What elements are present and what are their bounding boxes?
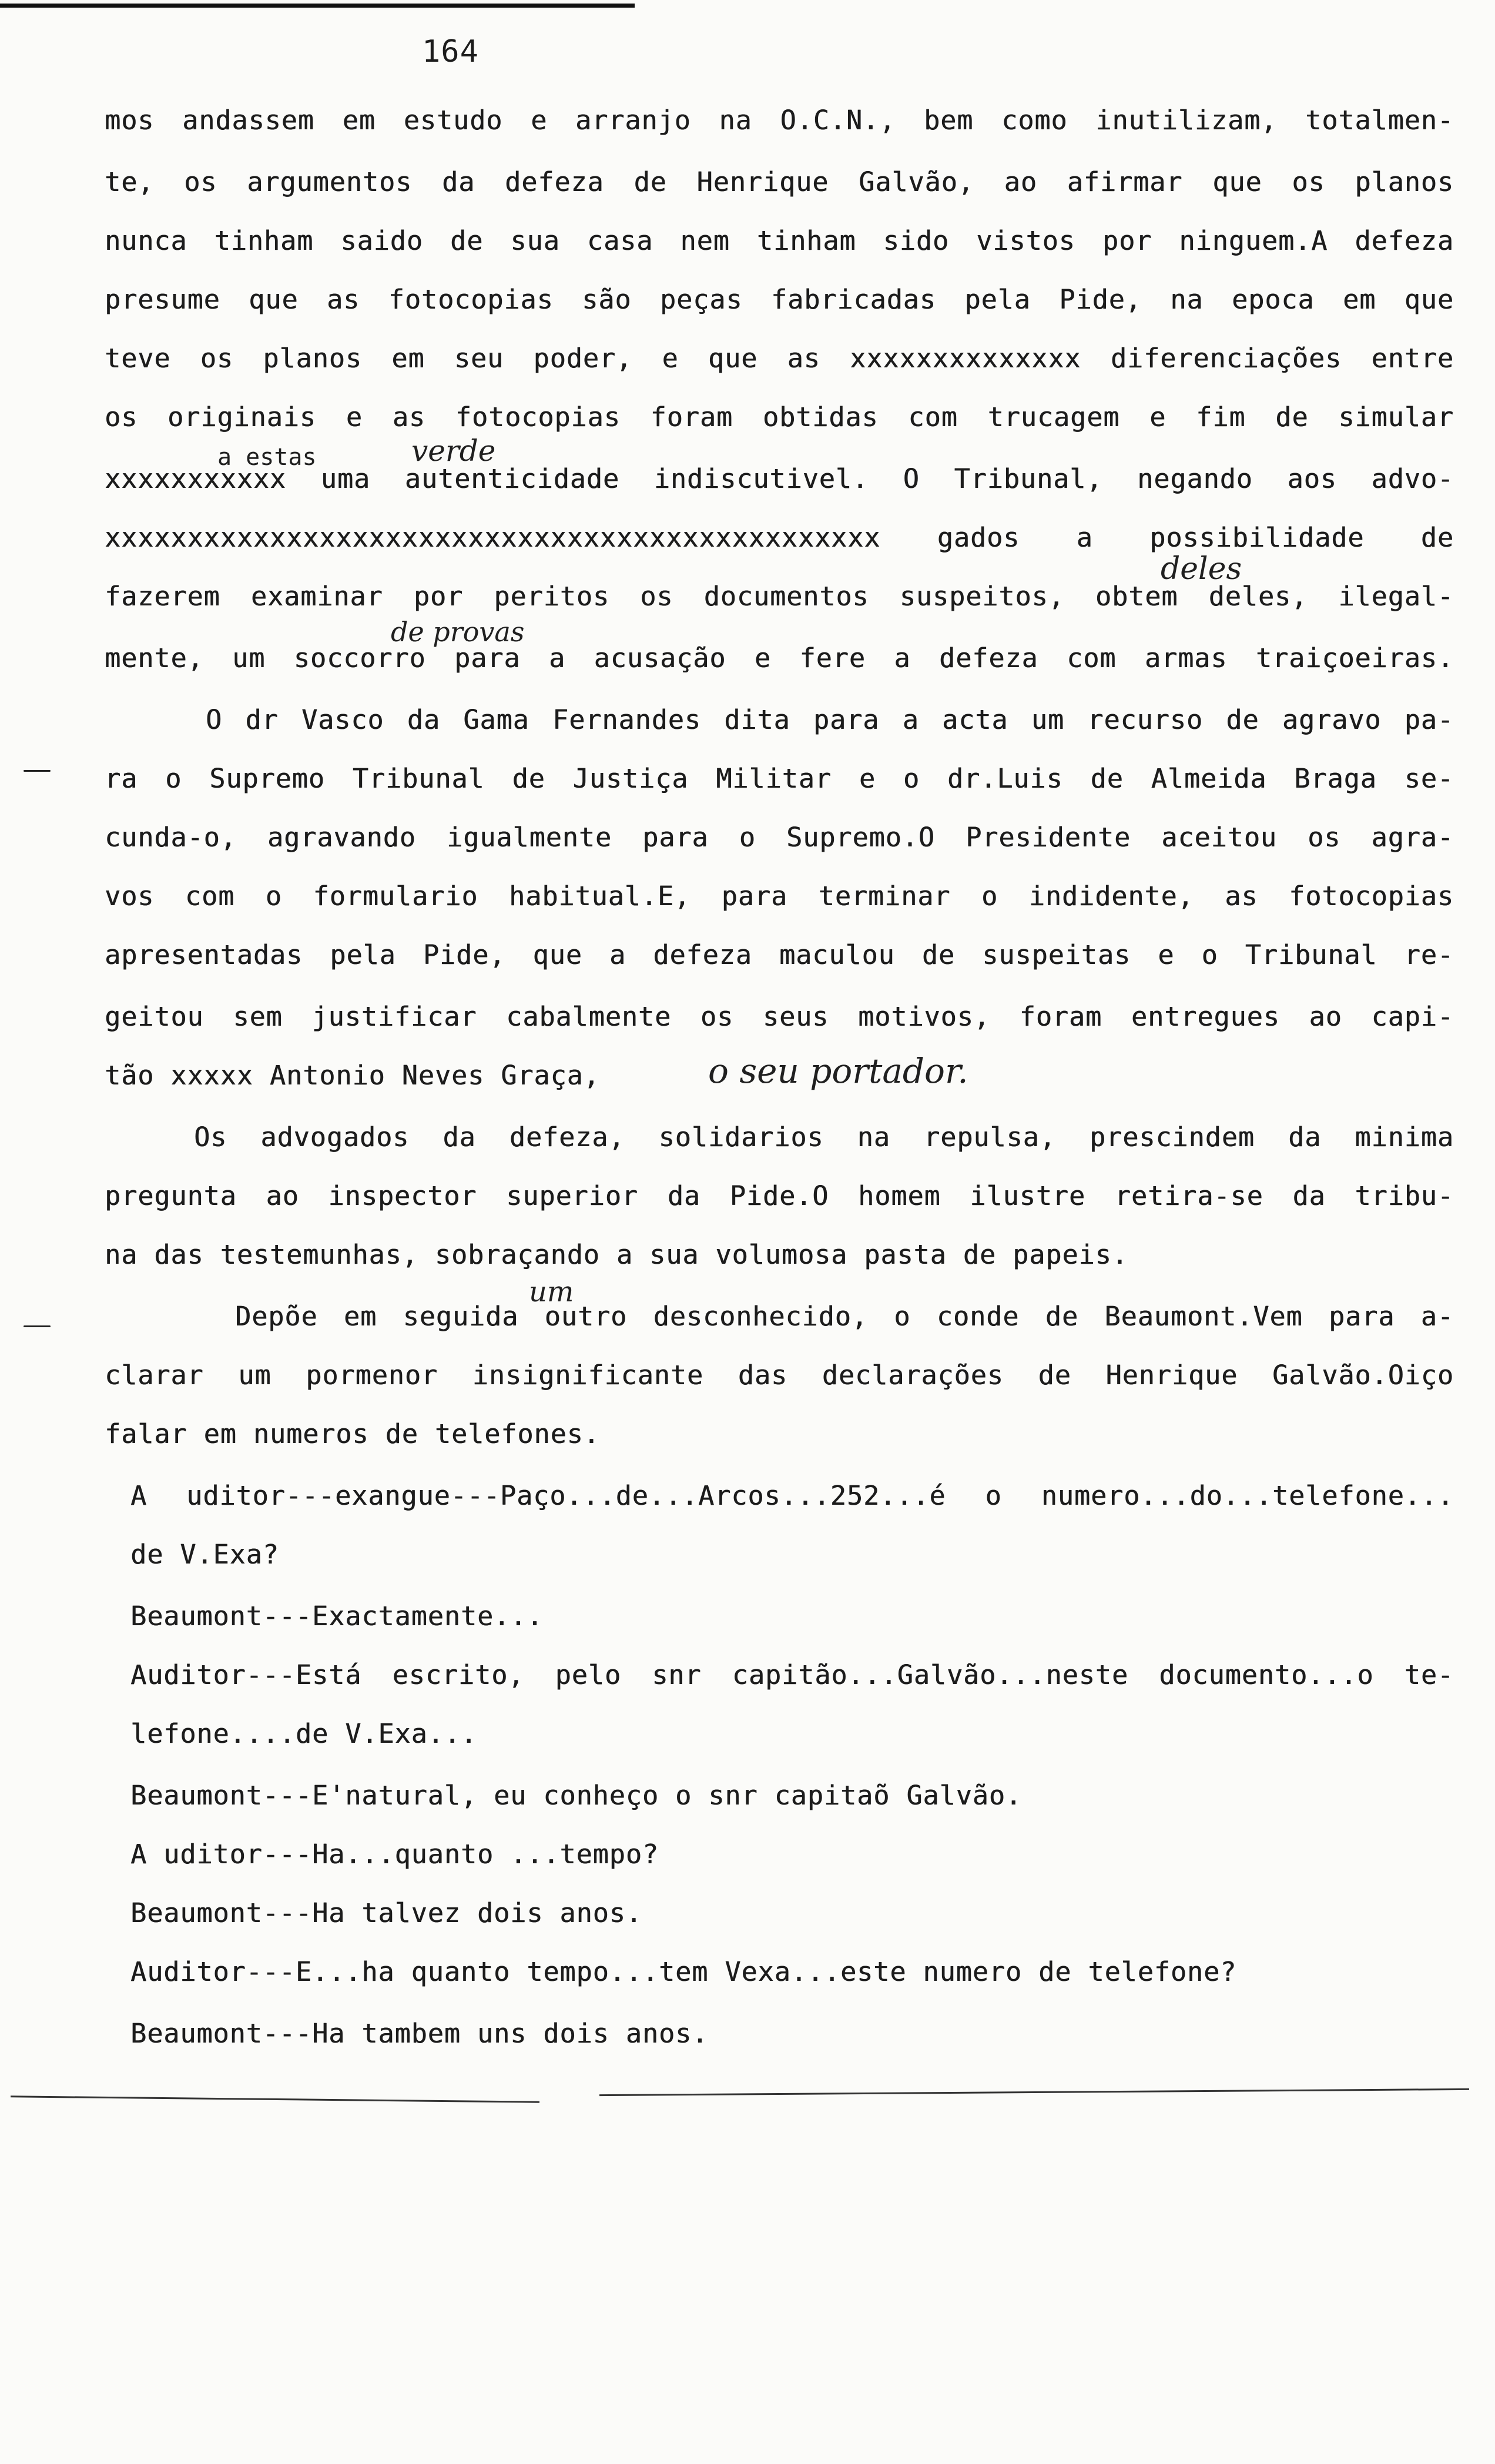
handwritten-insertion: deles	[1161, 551, 1242, 587]
text-line: xxxxxxxxxxxxxxxxxxxxxxxxxxxxxxxxxxxxxxxxxxxxxxx gados a possibilidade de	[105, 522, 1454, 553]
margin-mark	[24, 770, 51, 772]
dialogue-line: Beaumont---Ha talvez dois anos.	[130, 1897, 642, 1929]
page-number: 164	[422, 34, 479, 69]
text-line: presume que as fotocopias são peças fabricadas pela Pide, na epoca em que	[105, 284, 1454, 315]
text-line: falar em numeros de telefones.	[105, 1418, 600, 1449]
top-rule	[0, 4, 635, 8]
text-line: teve os planos em seu poder, e que as xxxxxxxxxxxxxx diferenciações entre	[105, 343, 1454, 374]
text-line: apresentadas pela Pide, que a defeza maculou de suspeitas e o Tribunal re-	[105, 939, 1454, 970]
handwritten-insertion: de provas	[391, 616, 525, 648]
dialogue-line: Auditor---Está escrito, pelo snr capitão...Galvão...neste documento...o te-	[130, 1659, 1454, 1690]
text-line: O dr Vasco da Gama Fernandes dita para a acta um recurso de agravo pa-	[206, 704, 1454, 735]
text-line: Depõe em seguida outro desconhecido, o conde de Beaumont.Vem para a-	[235, 1301, 1454, 1332]
text-line: Os advogados da defeza, solidarios na repulsa, prescindem da minima	[194, 1121, 1454, 1153]
text-line: pregunta ao inspector superior da Pide.O homem ilustre retira-se da tribu-	[105, 1180, 1454, 1211]
text-line: cunda-o, agravando igualmente para o Supremo.O Presidente aceitou os agra-	[105, 822, 1454, 853]
dialogue-line: A uditor---Ha...quanto ...tempo?	[130, 1839, 659, 1870]
text-line: xxxxxxxxxxx uma autenticidade indiscutivel. O Tribunal, negando aos advo-	[105, 463, 1454, 494]
dialogue-line: Beaumont---Ha tambem uns dois anos.	[130, 2018, 709, 2049]
handwritten-insertion: verde	[411, 434, 496, 468]
handwritten-insertion: um	[529, 1275, 574, 1308]
text-line: mos andassem em estudo e arranjo na O.C.N., bem como inutilizam, totalmen-	[105, 105, 1454, 136]
dialogue-line: de V.Exa?	[130, 1539, 279, 1570]
margin-mark	[24, 1325, 51, 1327]
text-line: mente, um soccorro para a acusação e fere a defeza com armas traiçoeiras.	[105, 642, 1454, 674]
dialogue-line: Auditor---E...ha quanto tempo...tem Vexa...este numero de telefone?	[130, 1956, 1237, 1987]
text-line: tão xxxxx Antonio Neves Graça,	[105, 1060, 600, 1091]
text-line: vos com o formulario habitual.E, para terminar o indidente, as fotocopias	[105, 881, 1454, 912]
dialogue-line: A uditor---exangue---Paço...de...Arcos...252...é o numero...do...telefone...	[130, 1480, 1454, 1511]
text-line: ra o Supremo Tribunal de Justiça Militar e o dr.Luis de Almeida Braga se-	[105, 763, 1454, 794]
text-line: clarar um pormenor insignificante das declarações de Henrique Galvão.Oiço	[105, 1360, 1454, 1391]
handwritten-insertion: o seu portador.	[708, 1051, 968, 1091]
text-line: os originais e as fotocopias foram obtidas com trucagem e fim de simular	[105, 401, 1454, 433]
text-line: fazerem examinar por peritos os documentos suspeitos, obtem deles, ilegal-	[105, 581, 1454, 612]
text-line: te, os argumentos da defeza de Henrique Galvão, ao afirmar que os planos	[105, 166, 1454, 197]
dialogue-line: Beaumont---Exactamente...	[130, 1601, 544, 1632]
handwritten-insertion: a estas	[217, 444, 317, 471]
bottom-rule	[11, 2095, 539, 2103]
bottom-rule	[599, 2088, 1469, 2096]
dialogue-line: lefone....de V.Exa...	[130, 1718, 477, 1749]
text-line: geitou sem justificar cabalmente os seus motivos, foram entregues ao capi-	[105, 1001, 1454, 1032]
dialogue-line: Beaumont---E'natural, eu conheço o snr capitaõ Galvão.	[130, 1780, 1022, 1811]
text-line: nunca tinham saido de sua casa nem tinham sido vistos por ninguem.A defeza	[105, 225, 1454, 256]
text-line: na das testemunhas, sobraçando a sua volumosa pasta de papeis.	[105, 1239, 1128, 1270]
